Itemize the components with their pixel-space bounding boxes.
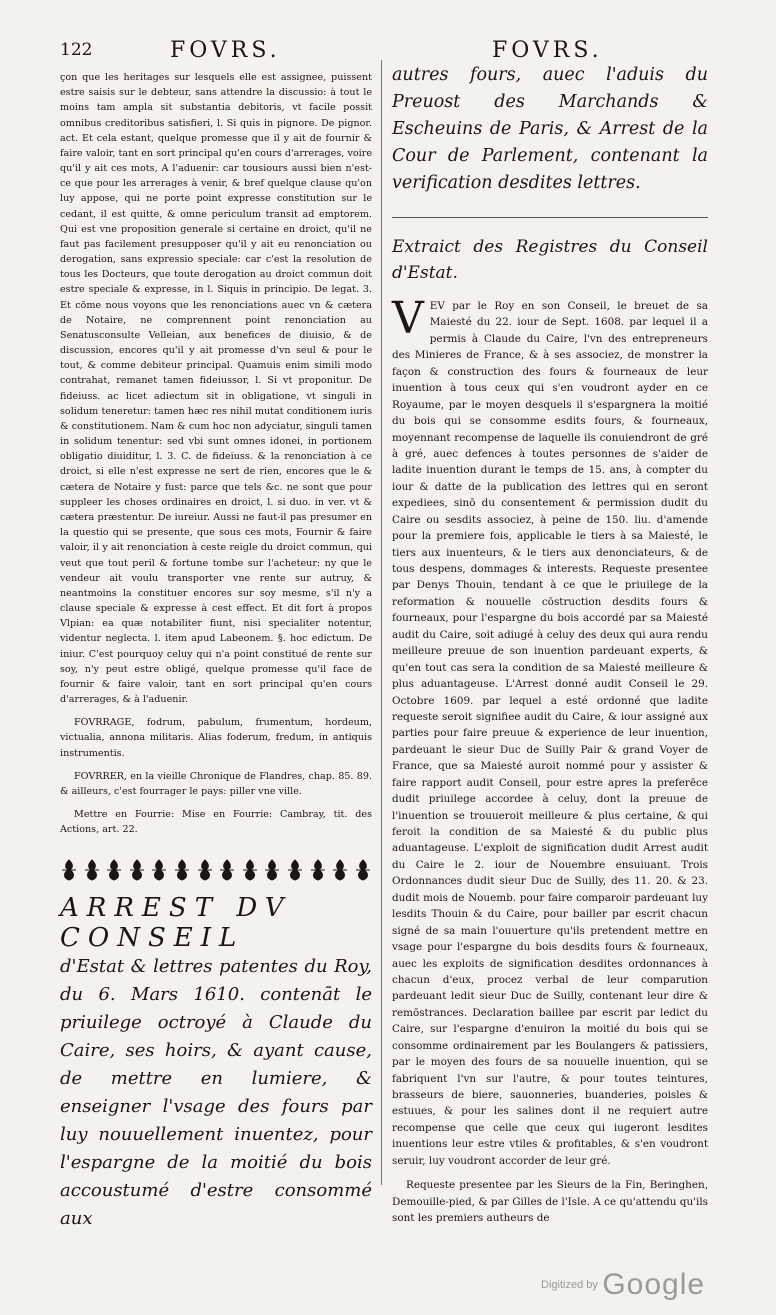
fleuron-icon (128, 859, 146, 881)
section-rule (392, 217, 708, 218)
right-column (392, 62, 708, 1227)
entry-fourrage: FOVRRAGE, fodrum, pabulum, frumentum, hordeum, victualia, annona militaris. Alias foderum, fredum, in antiquis instrumentis. (60, 717, 372, 759)
entry-fourrer: FOVRRER, en la vieille Chronique de Flandres, chap. 85. 89. & ailleurs, c'est fourrager le pays: piller vne ville. (60, 770, 372, 797)
fleuron-icon (83, 859, 101, 881)
arrest-heading: ARREST DV CONSEIL (60, 893, 292, 954)
fleuron-icon (241, 859, 259, 881)
fleuron-icon (309, 859, 327, 881)
ornament-row (60, 857, 372, 883)
main-paragraph-block (392, 293, 708, 1169)
left-column (60, 70, 372, 1233)
drop-cap: V (392, 293, 424, 344)
fleuron-icon (105, 859, 123, 881)
fleuron-icon (173, 859, 191, 881)
intro-paragraph: çon que les heritages sur lesquels elle est assignee, puissent estre saisis sur le debteur, sans attendre la discussio: à tout le moins tam ampla sit substantia debitoris, vt facile possit omnibus creditoribus satisfieri, l. Si quis in pignore. De pignor. act. Et cela estant, quelque promesse que il y ait de fournir & faire valoir, tant en sort principal qu'en cours d'arrerages, voire qu'il y ait ces mots, A l'aduenir: car tousiours aussi bien n'est-ce que pour les arrerages à venir, & bref quelque clause qu'on luy appose, qui ne porte point expresse constitution sur le cedant, il est quitte, & omne periculum transit ad emptorem. Qui est vne proposition generale si certaine en droict, qu'il ne faut pas facilement presupposer qu'il y ait eu renonciation ou derogation, sans expressio speciale: car c'est la resolution de tous les Docteurs, que toute derogation au droict commun doit estre speciale & expresse, in l. Siquis in principio. De legat. 3. Et cōme nous voyons que les renonciations auec vn & cætera de Notaire, ne comprennent point renonciation au Senatusconsulte Velleian, aux benefices de diuisio, & de discussion, encores qu'il y ait promesse d'vn seul & pour le tout, & comme debiteur principal. Quamuis enim simili modo contrahat, remanet tamen fideiussor, l. Si vt proponitur. De fideiuss. ac licet adiectum sit in obligatione, vt singuli in solidum teneretur: tamen hæc res nihil mutat conditionem iuris & constitutionem. Nam & cum hoc non adyciatur, singuli tamen in solidum tenentur: sed vbi sunt omnes idonei, in portionem obligatio diuiditur, l. 3. C. de fideiuss. & la renonciation à ce droict, si elle n'est expresse ne sert de rien, encores que le & cætera de Notaire y fust: parce que tels &c. ne sont que pour suppleer les choses ordinaires en droict, l. si duo. in ver. vt & cætera præstentur. De iureiur. Aussi ne faut-il pas presumer en la questio qui se presente, que sous ces mots, Fournir & faire valoir, il y ait renonciation à ceste reigle du droict commun, qui veut que tout peril & fortune tombe sur l'acheteur: ny que le vendeur ait voulu transporter vne rente sur autruy, & neantmoins la constituer encores sur soy mesme, s'il n'y a clause speciale & expresse à cest effect. Et dit fort à propos Vlpian: ea quæ notabiliter fiunt, nisi specialiter notentur, videntur neglecta. l. item apud Labeonem. §. hoc edictum. De iniur. C'est pourquoy celuy qui n'a point constitué de rente sur soy, n'y peut estre obligé, quelque promesse qu'il face de fournir & faire valoir, tant en sort principal qu'en cours d'arrerages, & à l'aduenir. (60, 72, 372, 706)
fleuron-icon (196, 859, 214, 881)
fleuron-icon (354, 859, 372, 881)
arrest-title-body: d'Estat & lettres patentes du Roy, du 6. Mars 1610. contenāt le priuilege octroyé à Claude du Caire, ses hoirs, & ayant cause, de mettre en lumiere, & enseigner l'vsage des fours par luy nouuellement inuentez, pour l'espargne de la moitié du bois accoustumé d'estre consommé aux (60, 956, 372, 1230)
digitized-by-label: Digitized by (541, 1279, 598, 1291)
page-number: 122 (60, 40, 93, 60)
running-title-left: FOVRS. (170, 38, 281, 63)
running-title-right: FOVRS. (492, 38, 603, 63)
arrest-title-continuation: autres fours, auec l'aduis du Preuost des Marchands & Escheuins de Paris, & Arrest de la Cour de Parlement, contenant la verification desdites lettres. (392, 65, 708, 193)
fleuron-icon (218, 859, 236, 881)
fleuron-icon (286, 859, 304, 881)
main-paragraph: EV par le Roy en son Conseil, le breuet de sa Maiesté du 22. iour de Sept. 1608. par lequel il a permis à Claude du Caire, l'vn des entrepreneurs des Minieres de France, & à ses associez, de monstrer la façon & construction des fours & fourneaux de leur inuention à tous ceux qui s'en voudront ayder en ce Royaume, par le moyen desquels il s'espargnera la moitié du bois qui se consomme esdits fours, & fourneaux, moyennant recompense de laquelle ils conuiendront de gré à gré, auec defences à toutes personnes de s'aider de ladite inuention durant le temps de 15. ans, à compter du iour & datte de la publication des lettres qui en seront expediees, sinō du consentement & permission dudit du Caire ou sesdits associez, à peine de 150. liu. d'amende pour la premiere fois, applicable le tiers à sa Maiesté, le tiers aux inuenteurs, & le tiers aux denonciateurs, & de tous despens, dommages & interests. Requeste presentee par Denys Thouin, tendant à ce que le priuilege de la reformation & nouuelle cōstruction desdits fours & fourneaux, pour l'espargne du bois accordé par sa Maiesté audit du Caire, soit adiugé à celuy des deux qui aura rendu meilleure preuue de son inuention pardeuant experts, & qu'en tout cas sera la condition de sa Maiesté meilleure & plus aduantageuse. L'Arrest donné audit Conseil le 29. Octobre 1609. par lequel a esté ordonné que ladite requeste seroit signifiee audit du Caire, & iour assigné aux parties pour faire preuue & experience de leur inuention, pardeuant le sieur Duc de Suilly Pair & grand Voyer de France, que sa Maiesté auroit nommé pour y assister & faire rapport audit Conseil, pour estre apres la preferēce dudit priuilege accordee à celuy, dont la preuue de l'inuention se trouueroit meilleure & plus certaine, & qui feroit la condition de sa Maiesté & du public plus aduantageuse. L'exploit de signification dudit Arrest audit du Caire le 2. iour de Nouembre ensuiuant. Trois Ordonnances dudit sieur Duc de Suilly, des 11. 20. & 23. dudit mois de Nouemb. pour faire comparoir pardeuant luy lesdits Thouin & du Caire, pour bailler par escrit chacun signé de sa main l'ouuerture qu'ils pretendent mettre en vsage pour l'espargne du bois desdits fours & fourneaux, auec les exploits de signification desdites ordonnances à chacun d'eux, procez verbal de leur comparution pardeuant ledit sieur Duc de Suilly, contenant leur dire & remōstrances. Declaration baillee par escrit par ledict du Caire, sur l'espargne d'enuiron la moitié du bois qui se consomme ordinairement par les Boulangers & patissiers, par le moyen des fours de sa nouuelle inuention, qui se fabriquent l'vn sur l'autre, & pour toutes teintures, brasseurs de biere, sauonneries, buanderies, poisles & estuues, & pour les salines dont il ne requiert autre recompense que celle que ceux qui iugeront lesdites inuentions leur estre vtiles & profitables, & s'en voudront seruir, luy voudront accorder de leur gré. (392, 300, 708, 1167)
google-logo: Google (602, 1268, 706, 1301)
fleuron-icon (263, 859, 281, 881)
fleuron-icon (60, 859, 78, 881)
digitized-watermark (541, 1268, 705, 1302)
fleuron-icon (150, 859, 168, 881)
extrait-heading: Extraict des Registres du Conseil d'Estat. (392, 237, 708, 283)
entry-mettre-en-fourrie: Mettre en Fourrie: Mise en Fourrie: Cambray, tit. des Actions, art. 22. (60, 809, 372, 836)
fleuron-icon (331, 859, 349, 881)
last-paragraph: Requeste presentee par les Sieurs de la Fin, Beringhen, Demouille-pied, & par Gilles de l'Isle. A ce qu'attendu qu'ils sont les premiers autheurs de (392, 1179, 708, 1225)
column-divider (381, 60, 382, 1185)
